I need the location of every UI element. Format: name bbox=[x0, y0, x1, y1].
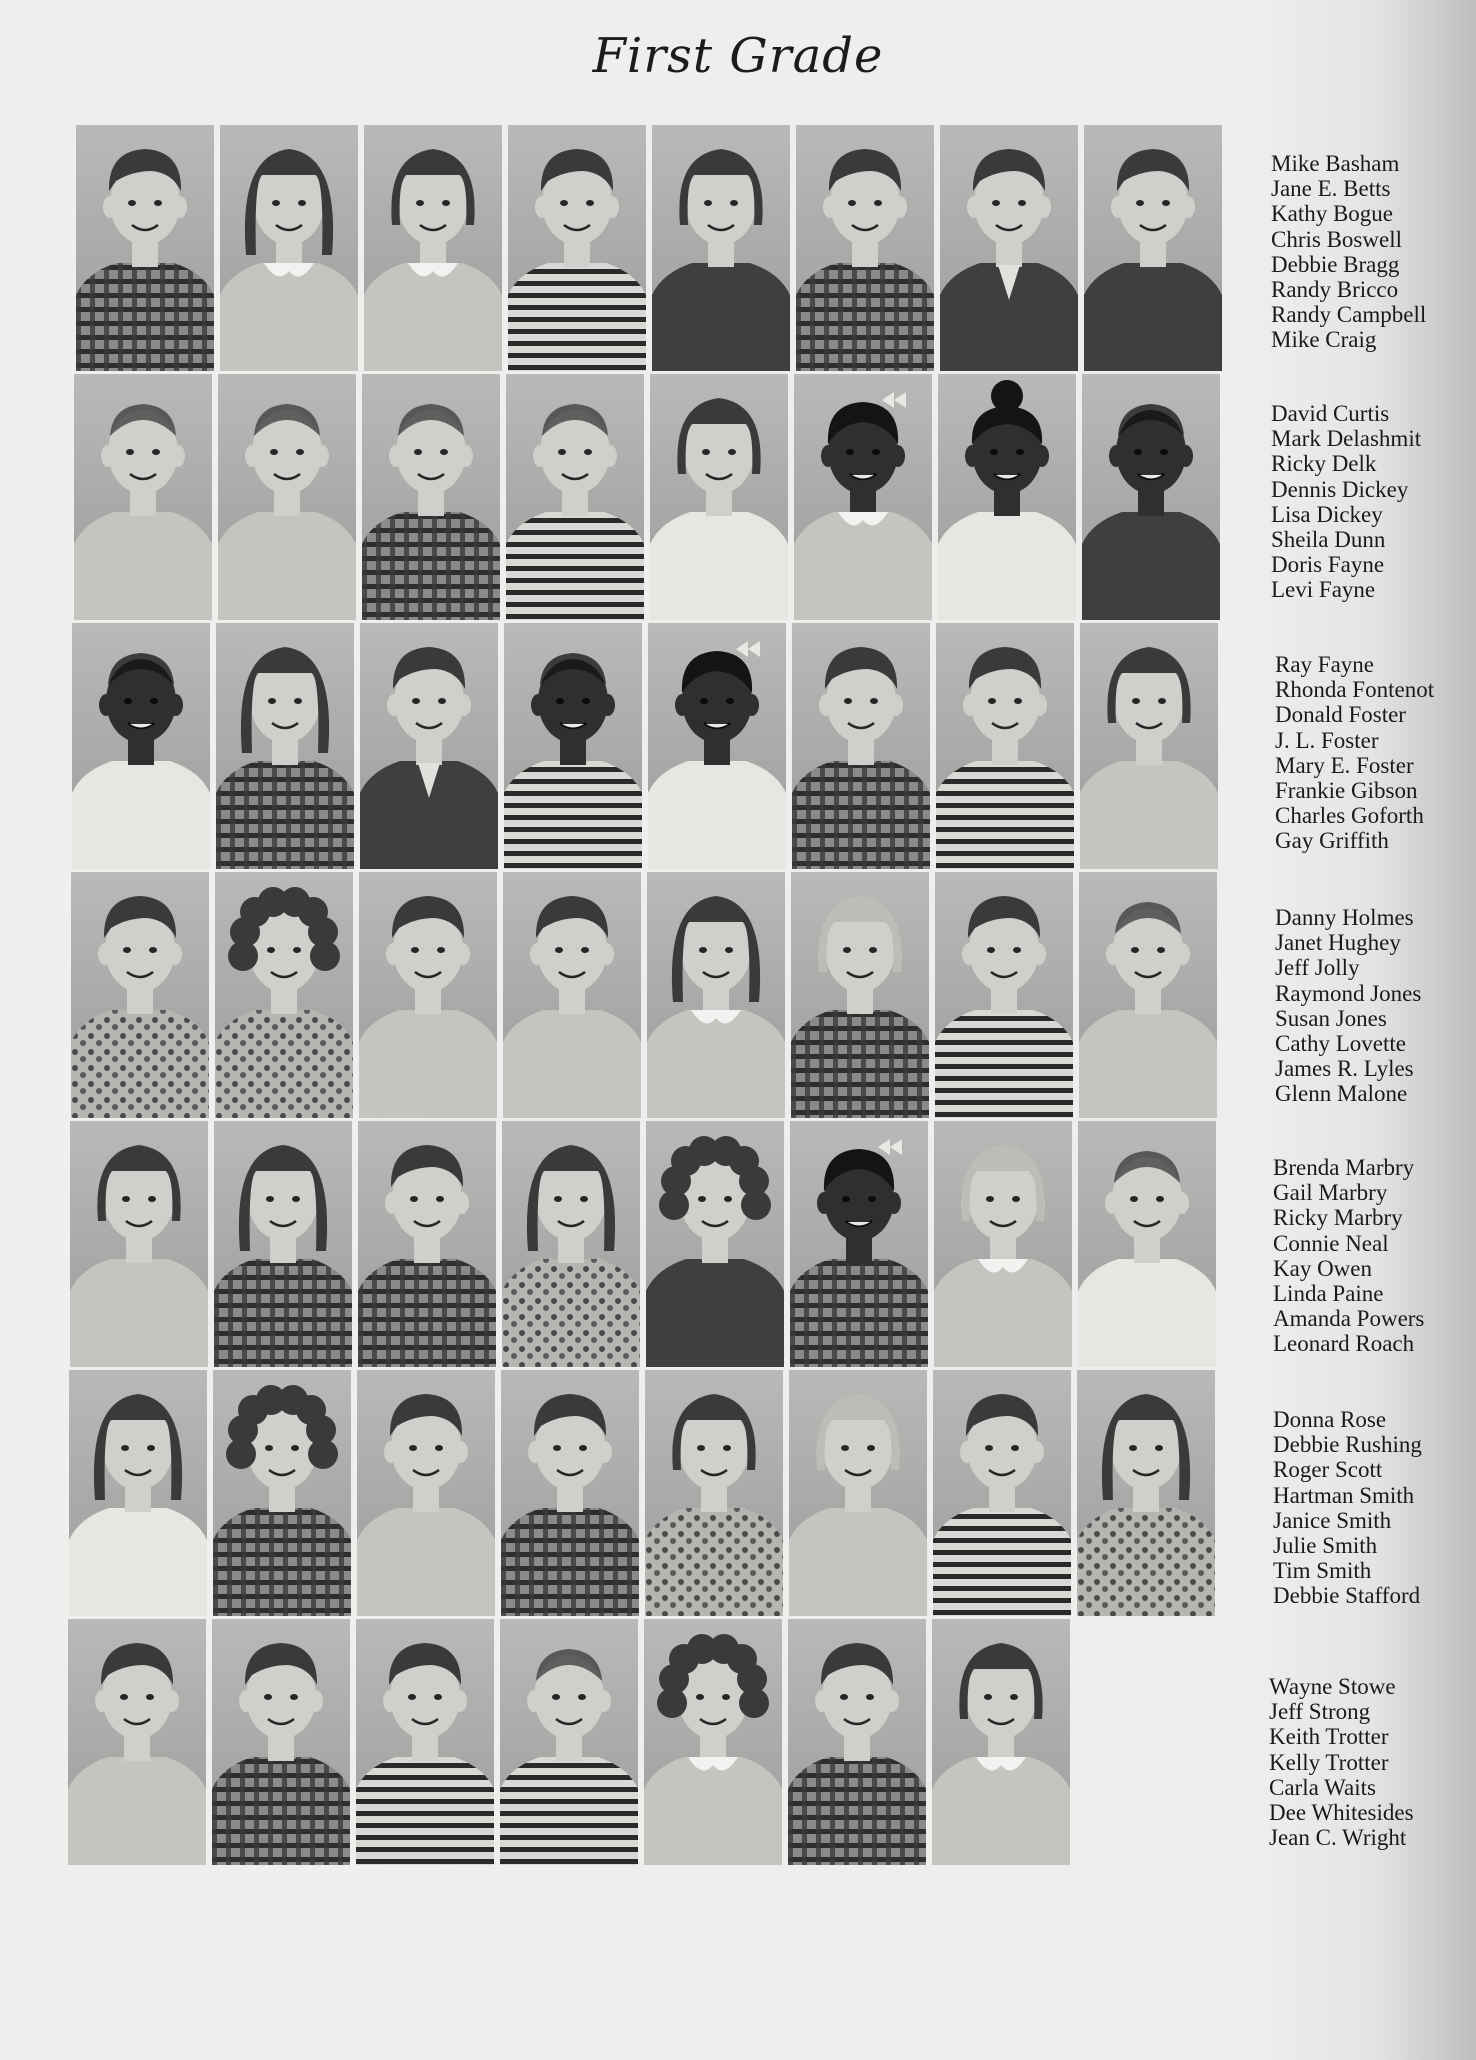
student-name: Levi Fayne bbox=[1271, 577, 1376, 603]
student-portrait bbox=[358, 1121, 496, 1367]
student-name: Brenda Marbry bbox=[1273, 1155, 1415, 1180]
student-name: Cathy Lovette bbox=[1275, 1031, 1406, 1057]
student-name: Carla Waits bbox=[1269, 1774, 1376, 1800]
student-name: Mark Delashmit bbox=[1271, 426, 1422, 452]
student-portrait bbox=[215, 872, 353, 1118]
student-name: Jane E. Betts bbox=[1271, 176, 1391, 202]
student-portrait bbox=[501, 1370, 639, 1616]
student-name: Kathy Bogue bbox=[1271, 201, 1394, 227]
student-name-list bbox=[1273, 1155, 1424, 1357]
student-portrait bbox=[652, 125, 790, 371]
student-portrait bbox=[788, 1619, 926, 1865]
student-name: Connie Neal bbox=[1273, 1230, 1389, 1256]
student-name: Dennis Dickey bbox=[1271, 476, 1409, 502]
student-portrait bbox=[1078, 1121, 1216, 1367]
student-name: Roger Scott bbox=[1273, 1457, 1383, 1483]
student-name: James R. Lyles bbox=[1275, 1056, 1414, 1082]
student-name: Danny Holmes bbox=[1275, 905, 1414, 930]
student-name-list bbox=[1271, 401, 1421, 603]
student-portrait bbox=[646, 1121, 784, 1367]
student-name: Glenn Malone bbox=[1275, 1081, 1408, 1107]
student-name: Randy Bricco bbox=[1271, 277, 1399, 303]
student-name: Ricky Delk bbox=[1271, 451, 1377, 477]
student-portrait bbox=[938, 374, 1076, 620]
student-portrait bbox=[1079, 872, 1217, 1118]
student-portrait bbox=[68, 1619, 206, 1865]
student-portrait bbox=[220, 125, 358, 371]
student-portrait bbox=[74, 374, 212, 620]
student-name: Lisa Dickey bbox=[1271, 501, 1383, 527]
student-portrait bbox=[364, 125, 502, 371]
student-portrait bbox=[70, 1121, 208, 1367]
student-name: David Curtis bbox=[1271, 401, 1390, 426]
student-name: Leonard Roach bbox=[1273, 1331, 1415, 1357]
student-portrait bbox=[644, 1619, 782, 1865]
student-name: Ricky Marbry bbox=[1273, 1205, 1403, 1231]
student-portrait bbox=[216, 623, 354, 869]
student-portrait bbox=[214, 1121, 352, 1367]
student-name: Raymond Jones bbox=[1275, 980, 1422, 1006]
student-name: Dee Whitesides bbox=[1269, 1800, 1414, 1826]
student-portrait bbox=[1082, 374, 1220, 620]
student-portrait bbox=[1080, 623, 1218, 869]
student-portrait bbox=[648, 623, 786, 869]
student-portrait bbox=[362, 374, 500, 620]
student-portrait bbox=[508, 125, 646, 371]
student-portrait bbox=[789, 1370, 927, 1616]
student-portrait bbox=[1084, 125, 1222, 371]
student-name: Kay Owen bbox=[1273, 1255, 1372, 1281]
student-portrait bbox=[647, 872, 785, 1118]
student-name: Jeff Jolly bbox=[1275, 955, 1360, 981]
student-name: Donald Foster bbox=[1275, 702, 1406, 728]
student-name: Jean C. Wright bbox=[1269, 1825, 1407, 1851]
student-portrait bbox=[69, 1370, 207, 1616]
student-name-list bbox=[1271, 151, 1426, 353]
student-portrait bbox=[212, 1619, 350, 1865]
student-name: Keith Trotter bbox=[1269, 1724, 1389, 1750]
student-name: Wayne Stowe bbox=[1269, 1674, 1396, 1699]
student-portrait bbox=[504, 623, 642, 869]
student-portrait bbox=[796, 125, 934, 371]
student-portrait bbox=[940, 125, 1078, 371]
student-name: Mike Basham bbox=[1271, 151, 1400, 176]
student-portrait bbox=[936, 623, 1074, 869]
student-name: Gay Griffith bbox=[1275, 828, 1389, 854]
student-portrait bbox=[794, 374, 932, 620]
student-portrait bbox=[357, 1370, 495, 1616]
student-name: Janet Hughey bbox=[1275, 930, 1401, 956]
student-name: Donna Rose bbox=[1273, 1407, 1387, 1432]
student-portrait bbox=[935, 872, 1073, 1118]
student-portrait bbox=[213, 1370, 351, 1616]
student-name: Sheila Dunn bbox=[1271, 527, 1386, 553]
student-portrait bbox=[359, 872, 497, 1118]
photo-row bbox=[76, 125, 1222, 371]
student-name: Linda Paine bbox=[1273, 1281, 1384, 1307]
photo-row bbox=[74, 374, 1220, 620]
student-name: Amanda Powers bbox=[1273, 1306, 1425, 1332]
student-portrait bbox=[792, 623, 930, 869]
student-name: J. L. Foster bbox=[1275, 727, 1379, 753]
student-name: Ray Fayne bbox=[1275, 652, 1375, 677]
student-name-list bbox=[1275, 652, 1434, 854]
student-portrait bbox=[503, 872, 641, 1118]
student-name: Gail Marbry bbox=[1273, 1180, 1388, 1206]
student-name: Charles Goforth bbox=[1275, 803, 1424, 829]
student-portrait bbox=[218, 374, 356, 620]
student-name: Rhonda Fontenot bbox=[1275, 677, 1435, 703]
student-portrait bbox=[933, 1370, 1071, 1616]
student-name: Mary E. Foster bbox=[1275, 752, 1414, 778]
student-portrait bbox=[72, 623, 210, 869]
student-name: Julie Smith bbox=[1273, 1533, 1378, 1559]
student-portrait bbox=[1077, 1370, 1215, 1616]
page-title: First Grade bbox=[592, 28, 884, 84]
photo-row bbox=[69, 1370, 1215, 1616]
student-portrait bbox=[934, 1121, 1072, 1367]
photo-row bbox=[70, 1121, 1216, 1367]
student-name-list bbox=[1273, 1407, 1422, 1609]
student-portrait bbox=[500, 1619, 638, 1865]
student-portrait bbox=[932, 1619, 1070, 1865]
student-name: Debbie Bragg bbox=[1271, 251, 1400, 277]
student-name: Debbie Rushing bbox=[1273, 1432, 1422, 1458]
student-portrait bbox=[356, 1619, 494, 1865]
photo-row bbox=[72, 623, 1218, 869]
student-name-list bbox=[1269, 1674, 1414, 1850]
student-name: Tim Smith bbox=[1273, 1558, 1372, 1584]
student-portrait bbox=[650, 374, 788, 620]
student-name: Randy Campbell bbox=[1271, 302, 1427, 328]
photo-row bbox=[68, 1619, 1070, 1865]
student-name: Kelly Trotter bbox=[1269, 1749, 1389, 1775]
student-name: Janice Smith bbox=[1273, 1507, 1392, 1533]
student-name: Susan Jones bbox=[1275, 1005, 1387, 1031]
student-name: Mike Craig bbox=[1271, 327, 1377, 353]
student-name: Debbie Stafford bbox=[1273, 1583, 1421, 1609]
student-portrait bbox=[71, 872, 209, 1118]
student-name: Hartman Smith bbox=[1273, 1482, 1415, 1508]
photo-row bbox=[71, 872, 1217, 1118]
student-portrait bbox=[791, 872, 929, 1118]
student-portrait bbox=[790, 1121, 928, 1367]
student-portrait bbox=[76, 125, 214, 371]
student-portrait bbox=[645, 1370, 783, 1616]
student-name: Chris Boswell bbox=[1271, 226, 1402, 252]
student-portrait bbox=[502, 1121, 640, 1367]
student-name: Frankie Gibson bbox=[1275, 778, 1418, 804]
student-portrait bbox=[506, 374, 644, 620]
student-name: Doris Fayne bbox=[1271, 552, 1385, 578]
student-portrait bbox=[360, 623, 498, 869]
student-name: Jeff Strong bbox=[1269, 1699, 1371, 1725]
student-name-list bbox=[1275, 905, 1421, 1107]
